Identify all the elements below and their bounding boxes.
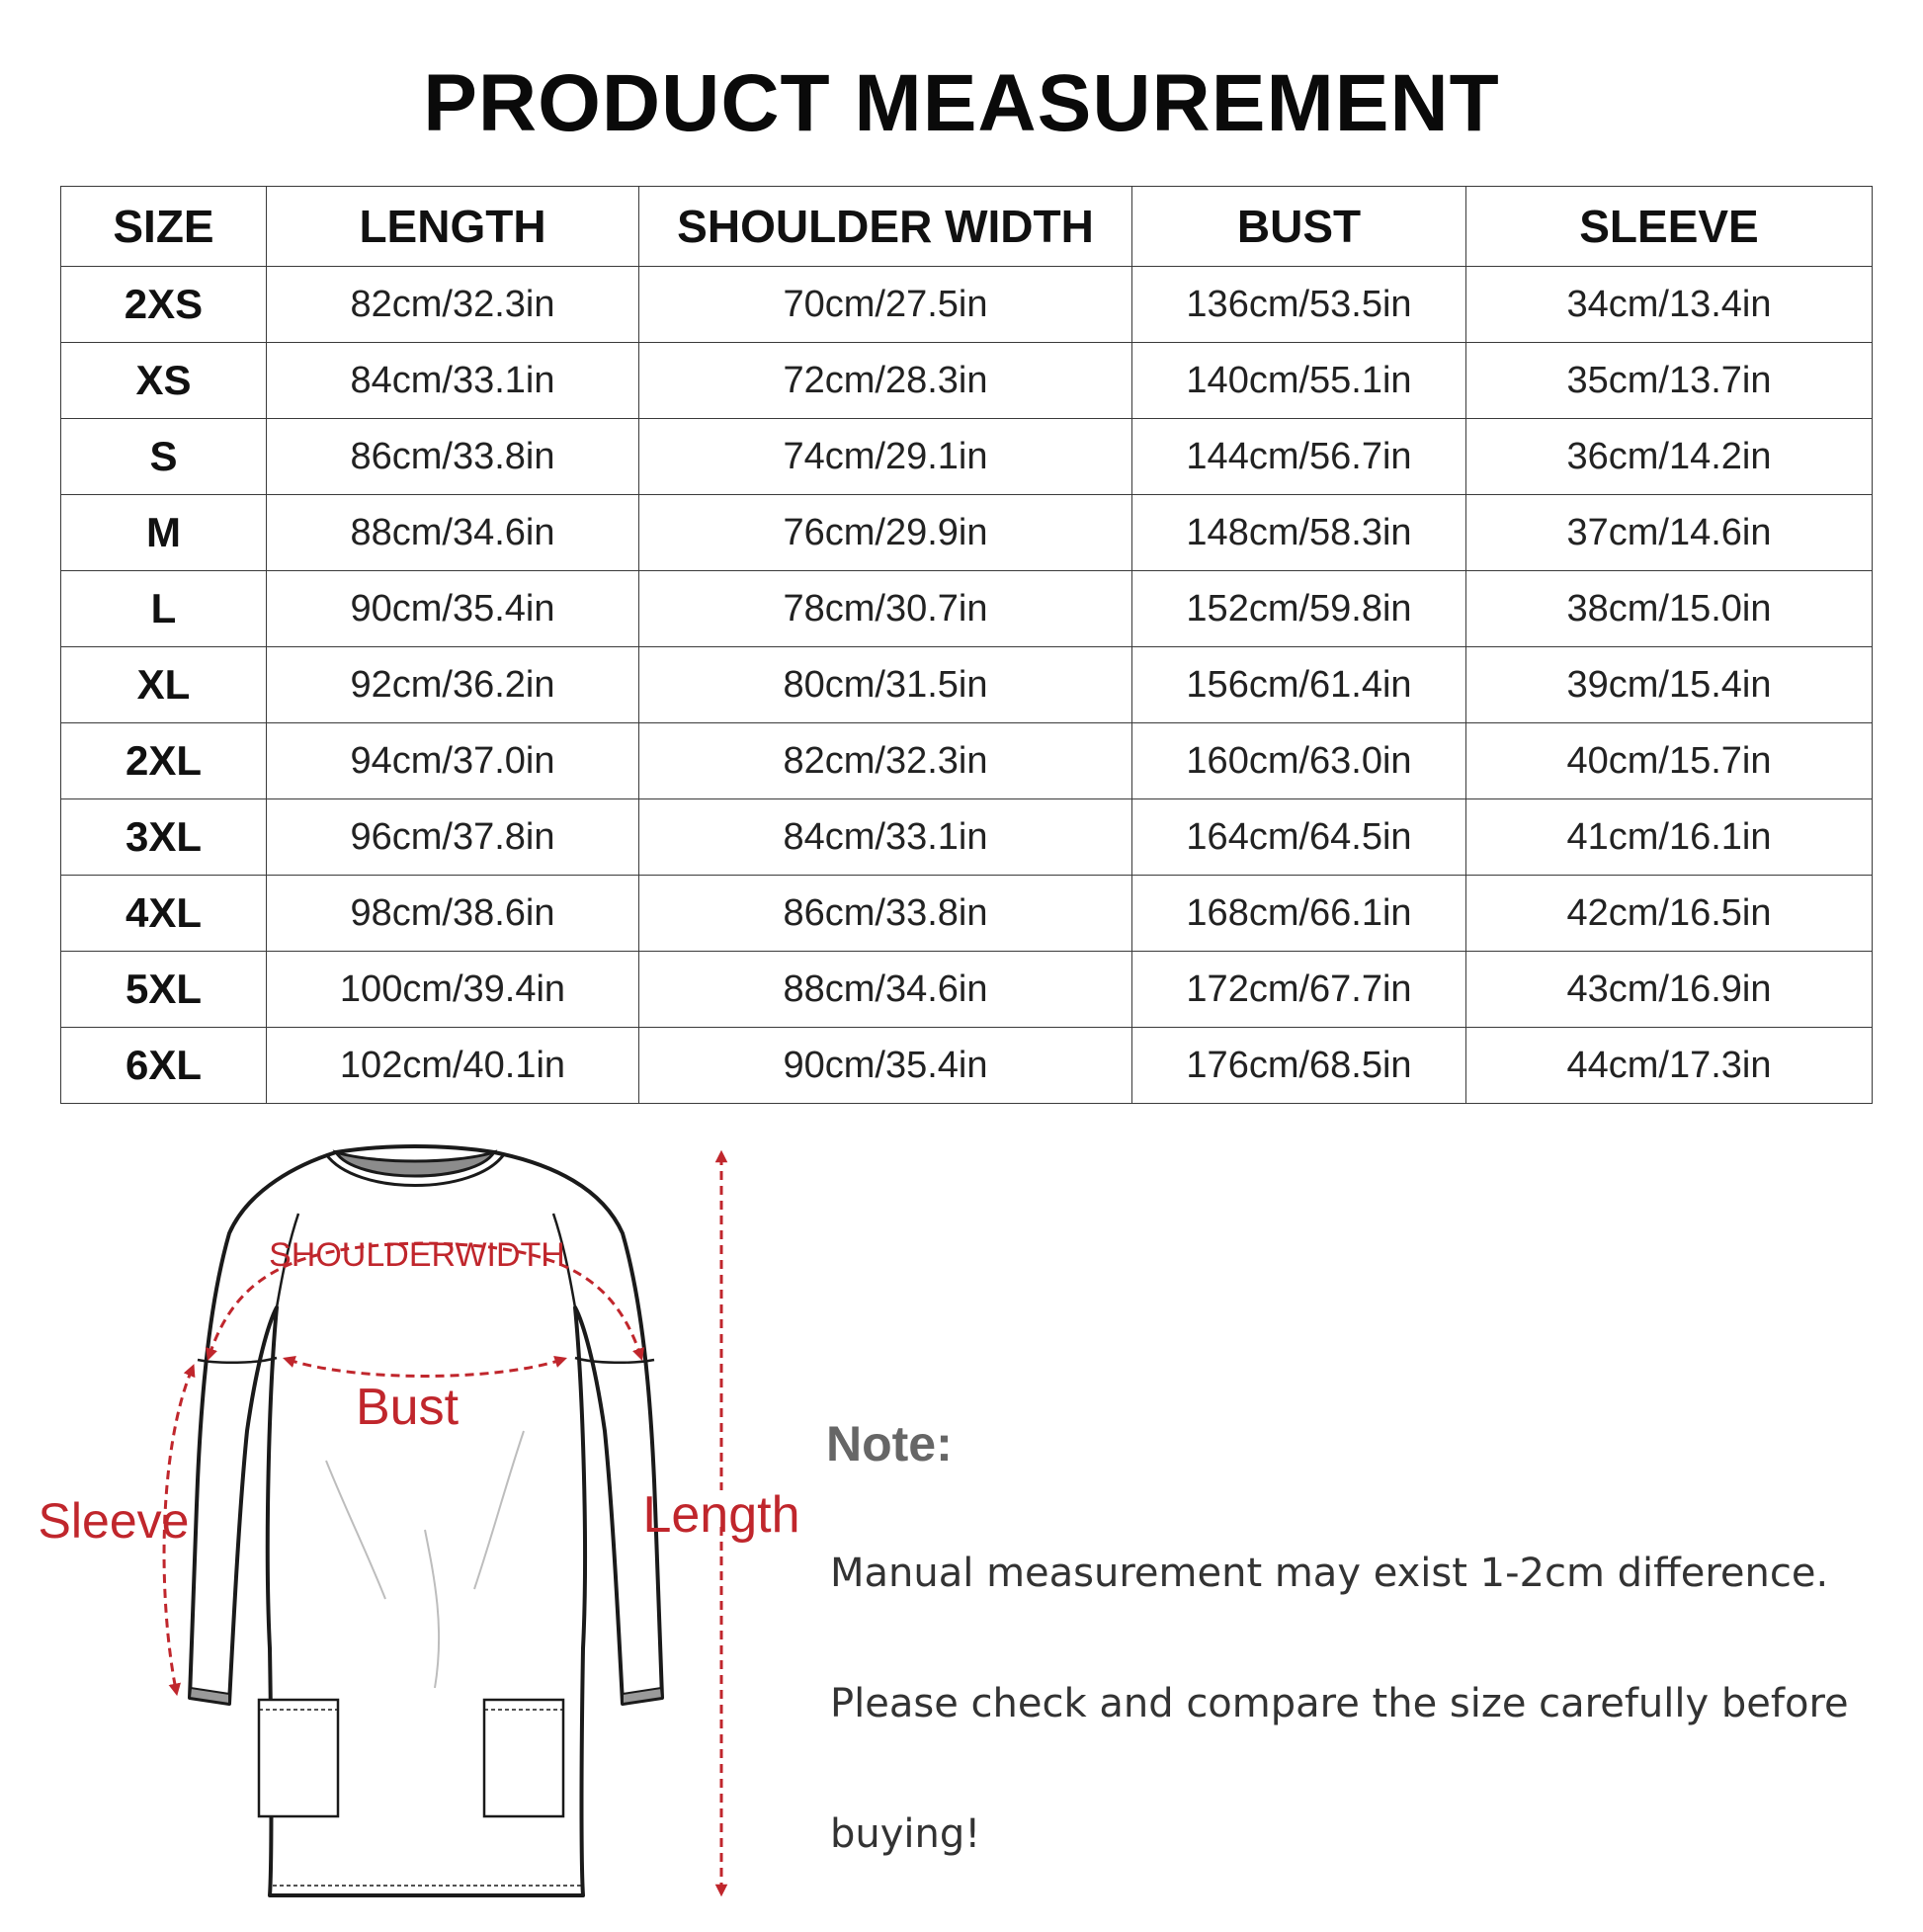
length-cell: 88cm/34.6in [267,495,639,571]
size-cell: XL [61,647,267,723]
header-length: LENGTH [267,187,639,267]
size-cell: 2XL [61,723,267,799]
length-cell: 82cm/32.3in [267,267,639,343]
table-row [61,495,1873,571]
sleeve-cell: 40cm/15.7in [1466,723,1873,799]
shoulder-width-cell: 72cm/28.3in [639,343,1132,419]
bust-cell: 148cm/58.3in [1132,495,1466,571]
shoulder-width-cell: 82cm/32.3in [639,723,1132,799]
page-title: PRODUCT MEASUREMENT [423,58,1500,148]
sleeve-cell: 39cm/15.4in [1466,647,1873,723]
bust-cell: 172cm/67.7in [1132,952,1466,1028]
bust-cell: 156cm/61.4in [1132,647,1466,723]
shoulder-width-cell: 76cm/29.9in [639,495,1132,571]
length-cell: 102cm/40.1in [267,1028,639,1104]
sleeve-cell: 37cm/14.6in [1466,495,1873,571]
length-label: Length [642,1486,800,1544]
table-row [61,343,1873,419]
bust-cell: 152cm/59.8in [1132,571,1466,647]
table-row [61,647,1873,723]
size-cell: 5XL [61,952,267,1028]
shoulder-width-cell: 70cm/27.5in [639,267,1132,343]
note-line: Please check and compare the size carefully before [830,1681,1849,1726]
length-cell: 94cm/37.0in [267,723,639,799]
table-row [61,419,1873,495]
table-row [61,1028,1873,1104]
size-cell: L [61,571,267,647]
size-cell: 3XL [61,799,267,876]
bust-cell: 140cm/55.1in [1132,343,1466,419]
length-cell: 96cm/37.8in [267,799,639,876]
size-cell: M [61,495,267,571]
length-cell: 92cm/36.2in [267,647,639,723]
shoulder-width-cell: 74cm/29.1in [639,419,1132,495]
note-body [830,1475,1897,1932]
bust-cell: 164cm/64.5in [1132,799,1466,876]
length-cell: 100cm/39.4in [267,952,639,1028]
bust-cell: 168cm/66.1in [1132,876,1466,952]
shoulder-width-cell: 90cm/35.4in [639,1028,1132,1104]
table-row [61,267,1873,343]
table-row [61,799,1873,876]
shoulder-width-cell: 78cm/30.7in [639,571,1132,647]
bust-cell: 176cm/68.5in [1132,1028,1466,1104]
size-cell: XS [61,343,267,419]
length-cell: 98cm/38.6in [267,876,639,952]
table-header-row [61,187,1873,267]
bust-cell: 144cm/56.7in [1132,419,1466,495]
shoulder-width-cell: 84cm/33.1in [639,799,1132,876]
shoulder-width-label: SHOULDERWIDTH [269,1236,565,1274]
sleeve-cell: 38cm/15.0in [1466,571,1873,647]
dress-measurement-diagram [30,1134,820,1915]
bust-cell: 160cm/63.0in [1132,723,1466,799]
shoulder-width-cell: 88cm/34.6in [639,952,1132,1028]
sleeve-cell: 43cm/16.9in [1466,952,1873,1028]
shoulder-width-cell: 80cm/31.5in [639,647,1132,723]
sleeve-cell: 36cm/14.2in [1466,419,1873,495]
sleeve-cell: 34cm/13.4in [1466,267,1873,343]
header-bust: BUST [1132,187,1466,267]
table-row [61,876,1873,952]
note-line: Manual measurement may exist 1-2cm difference. [830,1551,1829,1596]
header-shoulder-width: SHOULDER WIDTH [639,187,1132,267]
length-cell: 84cm/33.1in [267,343,639,419]
length-cell: 86cm/33.8in [267,419,639,495]
table-row [61,571,1873,647]
bust-cell: 136cm/53.5in [1132,267,1466,343]
header-size: SIZE [61,187,267,267]
bust-label: Bust [355,1379,460,1436]
size-cell: 6XL [61,1028,267,1104]
sleeve-cell: 41cm/16.1in [1466,799,1873,876]
sleeve-cell: 35cm/13.7in [1466,343,1873,419]
size-cell: 2XS [61,267,267,343]
sleeve-cell: 42cm/16.5in [1466,876,1873,952]
header-sleeve: SLEEVE [1466,187,1873,267]
sleeve-label: Sleeve [38,1493,190,1549]
table-row [61,952,1873,1028]
shoulder-width-cell: 86cm/33.8in [639,876,1132,952]
table-row [61,723,1873,799]
note-heading: Note: [826,1416,953,1471]
sleeve-cell: 44cm/17.3in [1466,1028,1873,1104]
size-cell: 4XL [61,876,267,952]
size-cell: S [61,419,267,495]
size-chart-table [60,186,1873,1104]
length-cell: 90cm/35.4in [267,571,639,647]
note-line: buying! [830,1811,981,1857]
